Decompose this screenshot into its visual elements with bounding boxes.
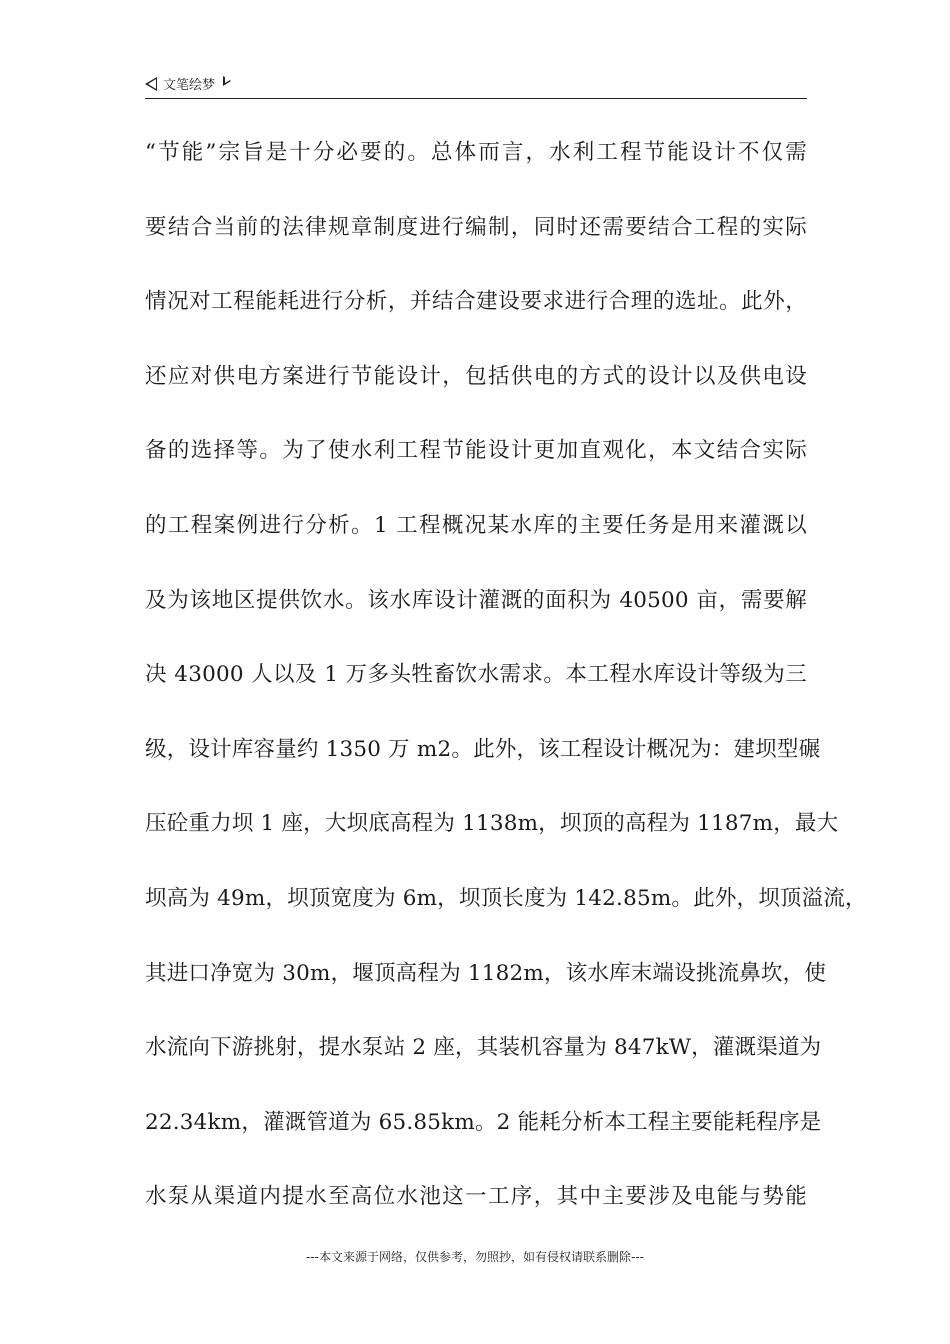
header-brand-text: 文笔绘梦 bbox=[163, 78, 216, 93]
body-line: 其进口净宽为 30m，堰顶高程为 1182m，该水库末端设挑流鼻坎，使 bbox=[145, 960, 827, 986]
page-header bbox=[145, 72, 807, 99]
body-line: 水流向下游挑射，提水泵站 2 座，其装机容量为 847kW，灌溉渠道为 bbox=[145, 1035, 822, 1061]
triangle-right-icon bbox=[223, 76, 231, 86]
body-line: 要结合当前的法律规章制度进行编制，同时还需要结合工程的实际 bbox=[145, 214, 807, 240]
document-body bbox=[145, 130, 867, 1249]
body-line: 压砼重力坝 1 座，大坝底高程为 1138m，坝顶的高程为 1187m，最大 bbox=[145, 811, 839, 837]
header-brand bbox=[145, 74, 231, 93]
body-line: 决 43000 人以及 1 万多头牲畜饮水需求。本工程水库设计等级为三 bbox=[145, 662, 807, 688]
body-line: “节能”宗旨是十分必要的。总体而言，水利工程节能设计不仅需 bbox=[145, 140, 807, 165]
body-line: 还应对供电方案进行节能设计，包括供电的方式的设计以及供电设 bbox=[145, 363, 807, 389]
footer-disclaimer: ---本文来源于网络，仅供参考，勿照抄，如有侵权请联系删除--- bbox=[306, 1250, 644, 1264]
body-line: 情况对工程能耗进行分析，并结合建设要求进行合理的选址。此外， bbox=[145, 289, 807, 315]
body-line: 及为该地区提供饮水。该水库设计灌溉的面积为 40500 亩，需要解 bbox=[145, 587, 807, 613]
body-line: 坝高为 49m，坝顶宽度为 6m，坝顶长度为 142.85m。此外，坝顶溢流， bbox=[145, 885, 867, 911]
body-line: 水泵从渠道内提水至高位水池这一工序，其中主要涉及电能与势能 bbox=[145, 1184, 807, 1210]
body-line: 的工程案例进行分析。1 工程概况某水库的主要任务是用来灌溉以 bbox=[145, 512, 807, 538]
body-line: 22.34km，灌溉管道为 65.85km。2 能耗分析本工程主要能耗程序是 bbox=[145, 1109, 822, 1135]
body-line: 备的选择等。为了使水利工程节能设计更加直观化，本文结合实际 bbox=[145, 438, 807, 464]
body-line: 级，设计库容量约 1350 万 m2。此外，该工程设计概况为：建坝型碾 bbox=[145, 736, 821, 762]
triangle-left-icon bbox=[145, 77, 157, 91]
